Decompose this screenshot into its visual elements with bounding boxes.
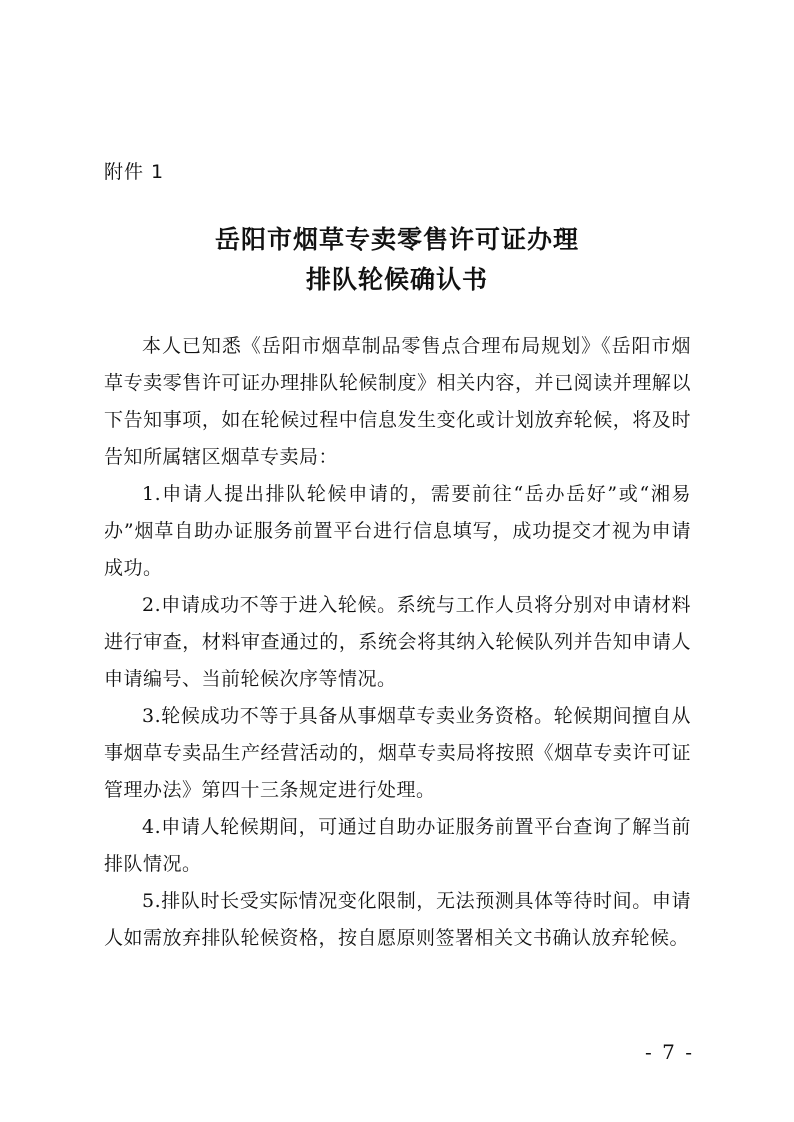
intro-paragraph: 本人已知悉《岳阳市烟草制品零售点合理布局规划》《岳阳市烟草专卖零售许可证办理排队轮候制度》相关内容，并已阅读并理解以下告知事项，如在轮候过程中信息发生变化或计划放弃轮候，将及时告知所属辖区烟草专卖局： xyxy=(104,335,691,468)
page-number: - 7 - xyxy=(645,1040,694,1064)
document-body xyxy=(104,328,691,957)
title-line-1: 岳阳市烟草专卖零售许可证办理 xyxy=(214,225,579,254)
notice-item-1: 1.申请人提出排队轮候申请的，需要前往“岳办岳好”或“湘易办”烟草自助办证服务前置平台进行信息填写，成功提交才视为申请成功。 xyxy=(104,483,691,579)
notice-item-4: 4.申请人轮候期间，可通过自助办证服务前置平台查询了解当前排队情况。 xyxy=(104,816,691,875)
title-line-2: 排队轮候确认书 xyxy=(305,265,488,294)
document-title xyxy=(0,220,794,300)
notice-item-2: 2.申请成功不等于进入轮候。系统与工作人员将分别对申请材料进行审查，材料审查通过的，系统会将其纳入轮候队列并告知申请人申请编号、当前轮候次序等情况。 xyxy=(104,594,691,690)
notice-item-3: 3.轮候成功不等于具备从事烟草专卖业务资格。轮候期间擅自从事烟草专卖品生产经营活动的，烟草专卖局将按照《烟草专卖许可证管理办法》第四十三条规定进行处理。 xyxy=(104,705,691,801)
attachment-label: 附件 1 xyxy=(104,161,165,183)
notice-item-5: 5.排队时长受实际情况变化限制，无法预测具体等待时间。申请人如需放弃排队轮候资格，按自愿原则签署相关文书确认放弃轮候。 xyxy=(104,890,691,949)
